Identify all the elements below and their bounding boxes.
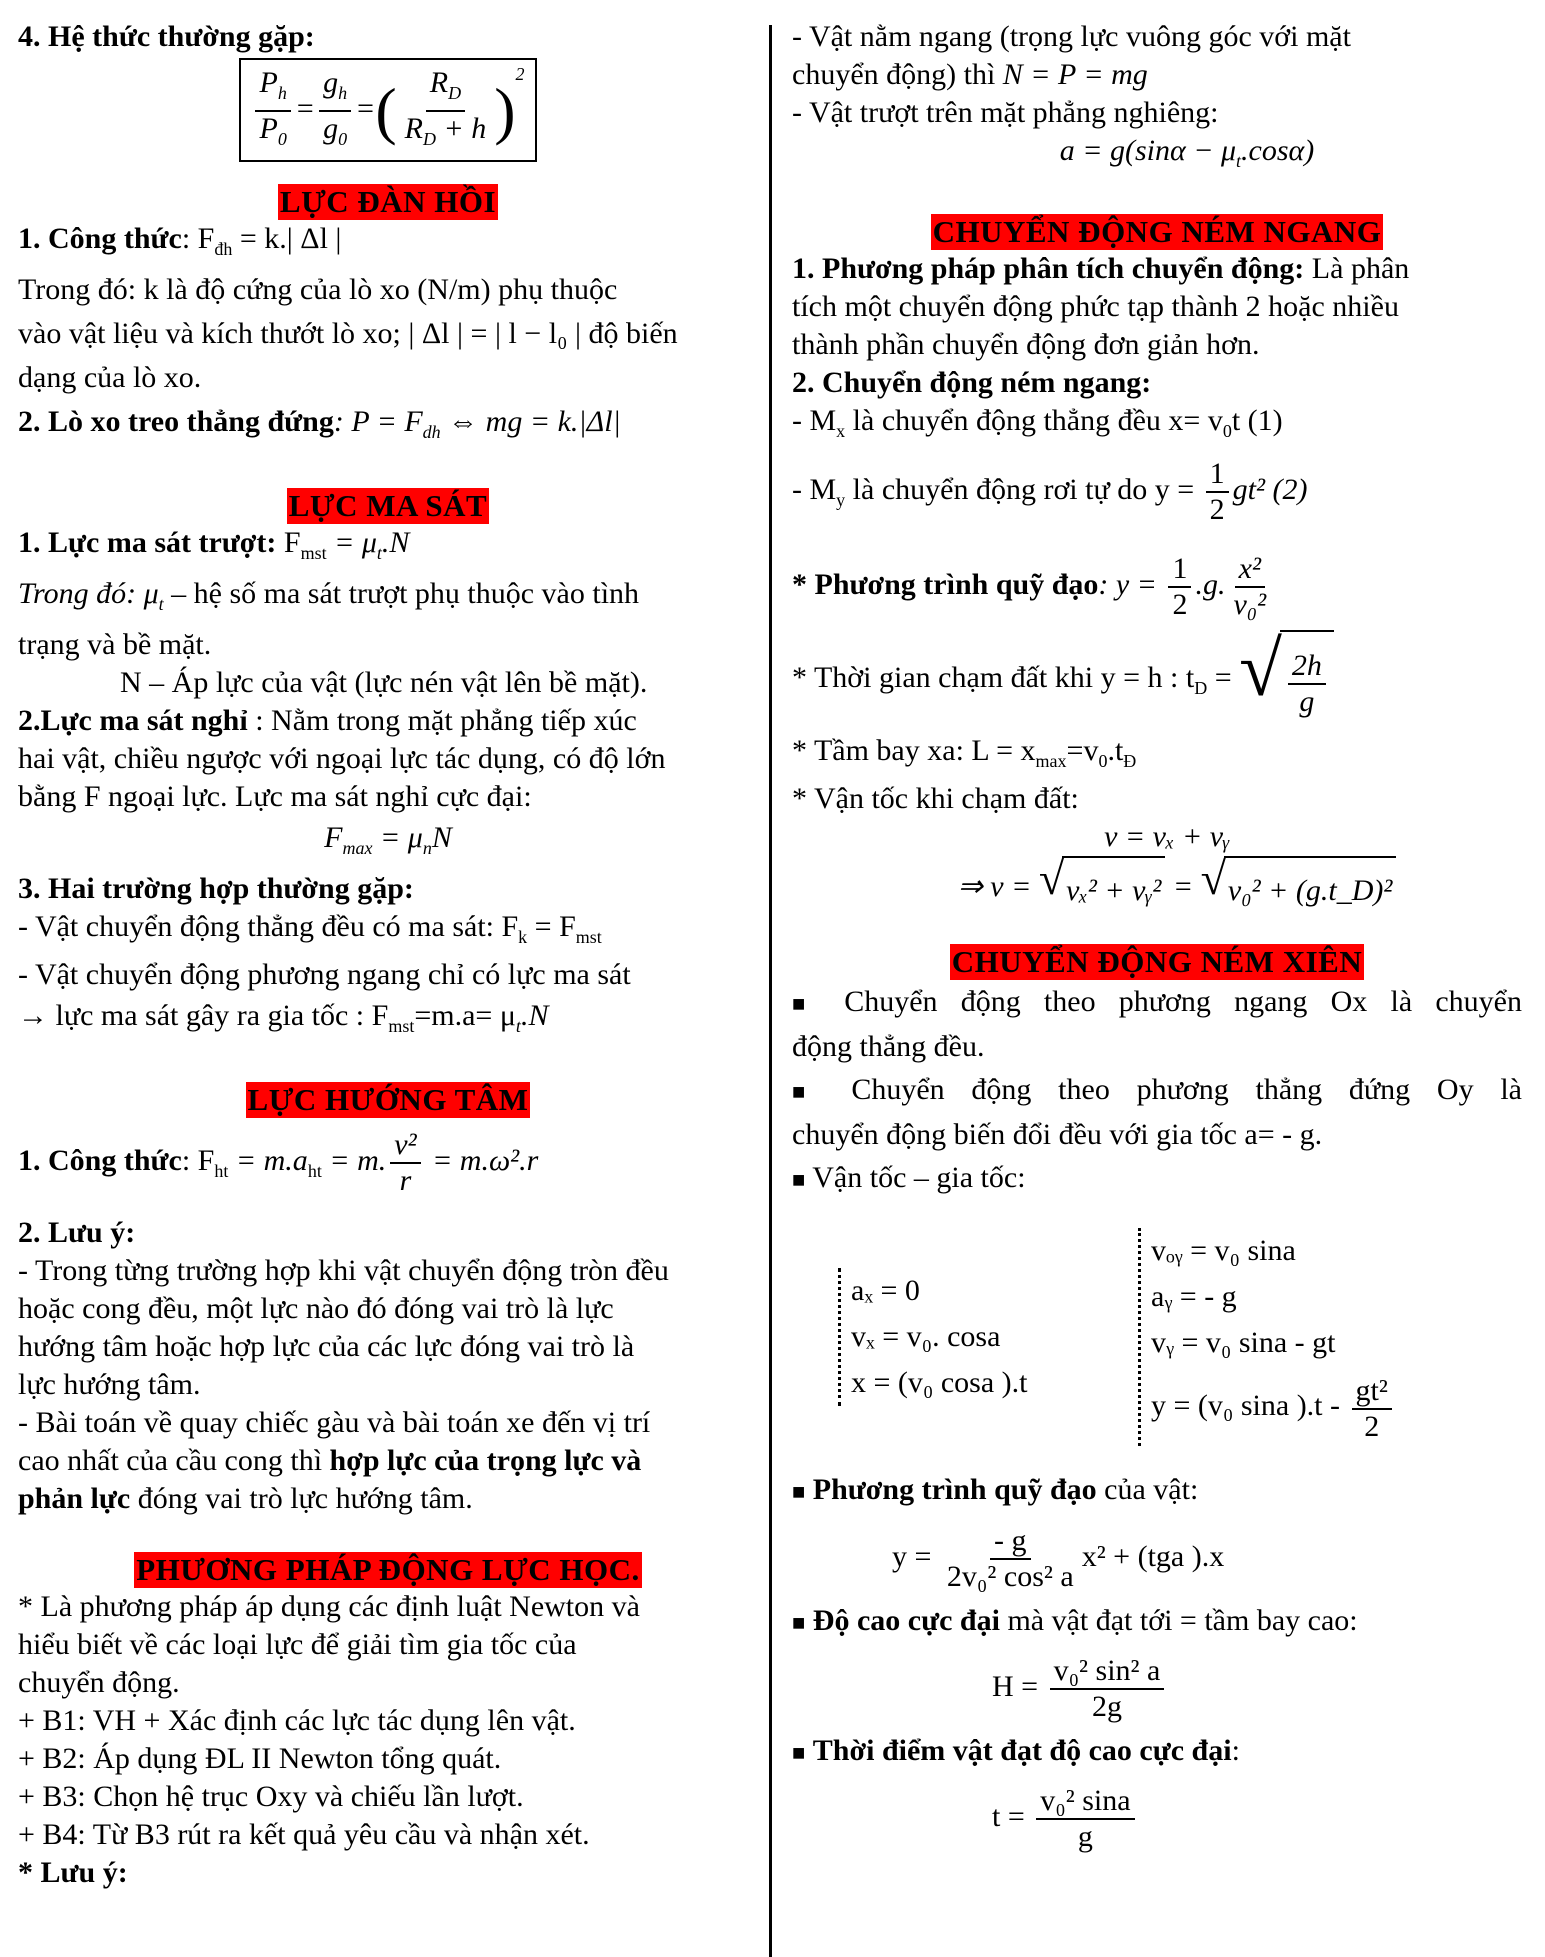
heading-horizontal-projectile: CHUYỂN ĐỘNG NÉM NGANG <box>932 214 1382 249</box>
bullet-icon: ■ <box>792 1609 806 1635</box>
step-b2: + B2: Áp dụng ĐL II Newton tổng quát. <box>18 1742 502 1776</box>
system-horizontal: aₓ = 0 vₓ = v₀. cosa x = (v₀ cosa ).t <box>838 1268 1118 1406</box>
step-b3: + B3: Chọn hệ trục Oxy và chiếu lần lượt. <box>18 1780 524 1814</box>
trajectory-equation: * Phương trình quỹ đạo: y = $\frac{1}{2}$ .g. $\frac{\text{x²}}{\text{v₀²}}$ <box>792 552 1267 622</box>
max-height-formula: H = $\frac{\text{v₀² sin² a}}{2g}$ <box>792 1645 1522 1729</box>
note-label: 2. Lưu ý: <box>18 1216 136 1250</box>
heading-dynamics-method: PHƯƠNG PHÁP ĐỘNG LỰC HỌC. <box>136 1552 640 1588</box>
column-divider <box>769 25 772 1957</box>
gravity-formula-box: $\frac{P_h}{P_0}$ = $\frac{g_h}{g_0}$ =( $\frac{R_D}{R_D + h}$ )$^2$ <box>239 58 536 162</box>
velocity-vector: v = vₓ + vᵧ <box>1104 820 1230 853</box>
max-static-friction-formula: $F_{max} = \mu_nN$ <box>324 821 452 859</box>
oblique-trajectory-formula: y = $\frac{- g}{\text{2v₀² cos² a}}$ x² + (tga ).x <box>892 1523 1225 1593</box>
system-vertical: vₒᵧ = v₀ sina aᵧ = - g vᵧ = v₀ sina - gt y = (v₀ sina ).t - $\frac{\text{gt²}}{2}$ <box>1138 1228 1396 1446</box>
elastic-formula-label: 1. Công thức <box>18 222 182 256</box>
incline-formula: $a = g(\sin\alpha - \mu_t.\cos\alpha)$ <box>1059 134 1315 171</box>
two-cases-label: 3. Hai trường hợp thường gặp: <box>18 872 414 906</box>
note-label-2: * Lưu ý: <box>18 1856 128 1890</box>
bullet-icon: ■ <box>792 1479 806 1505</box>
section-title: 4. Hệ thức thường gặp: <box>18 20 315 53</box>
bullet-icon: ■ <box>792 1079 825 1105</box>
centripetal-formula: 1. Công thức: $F_{ht} = m.a_{ht} = m$. $\frac{\text{v²}}{r}$ = m.ω².r <box>18 1128 539 1198</box>
elastic-where-1: Trong đó: k là độ cứng của lò xo (N/m) phụ thuộc <box>18 273 618 307</box>
heading-oblique-projectile: CHUYỂN ĐỘNG NÉM XIÊN <box>951 944 1363 980</box>
left-column: 4. Hệ thức thường gặp: $\frac{P_h}{P_0}$ = $\frac{g_h}{g_0}$ =( $\frac{R_D}{R_D + h}$ )$^2$ LỰC ĐÀN HỒI 1. Công thức: $F_{đh} = k.|$ Δl | Trong đó: k là độ cứng của lò xo (N/m) phụ thuộc vào vật liệu và kích thướt lò xo; | Δl | = | l − l₀ | độ biến dạng của lò xo. 2. Lò xo treo thẳng đứng: $P = F_{dh}$ ⇔ mg = k.|Δl| LỰC MA SÁT 1. Lực ma sát trượt: $F_{mst} = \mu_t.N$ Trong đó: $\mu_t$ – hệ số ma sát trượt phụ thuộc vào tình trạng và bề mặt. N – Áp lực của vật (lực nén vật lên bề mặt). 2.Lực ma sát nghỉ : Nằm trong mặt phẳng tiếp xúc hai vật, chiều ngược với ngoại lực tác dụng, có độ lớn bằng F ngoại lực. Lực ma sát nghỉ cực đại: $F_{max} = \mu_nN$ 3. Hai trường hợp thường gặp: - Vật chuyển động thẳng đều có ma sát: $F_k = F_{mst}$ - Vật chuyển động phương ngang chỉ có lực ma sát → lực ma sát gây ra gia tốc : $F_{mst}=m.a= \mu_t.N$ LỰC HƯỚNG TÂM 1. Công thức: $F_{ht} = m.a_{ht} = m$. $\frac{\text{v²}}{r}$ = m.ω².r 2. Lưu ý: - Trong từng trường hợp khi vật chuyển động tròn đều hoặc cong đều, một lực nào đó đóng vai trò là lực hướng tâm hoặc hợp lực của các lực đóng vai trò là lực hướng tâm. - Bài toán về quay chiếc gàu và bài toán xe đến vị trí cao nhất của cầu cong thì hợp lực của trọng lực và phản lực đóng vai trò lực hướng tâm. PHƯƠNG PHÁP ĐỘNG LỰC HỌC. * Là phương pháp áp dụng các định luật Newton và hiểu biết về các loại lực để giải tìm gia tốc của chuyển động. + B1: VH + Xác định các lực tác dụng lên vật. + B2: Áp dụng ĐL II Newton tổng quát. + B3: Chọn hệ trục Oxy và chiếu lần lượt. + B4: Từ B3 rút ra kết quả yêu cầu và nhận xét. * Lưu ý: <box>18 18 758 1892</box>
step-b4: + B4: Từ B3 rút ra kết quả yêu cầu và nhận xét. <box>18 1818 590 1852</box>
vertical-spring-label: 2. Lò xo treo thẳng đứng <box>18 405 334 439</box>
heading-friction: LỰC MA SÁT <box>288 488 488 524</box>
heading-elastic-force: LỰC ĐÀN HỒI <box>279 184 497 220</box>
heading-centripetal: LỰC HƯỚNG TÂM <box>247 1082 529 1118</box>
gravity-formula <box>18 58 758 162</box>
bullet-icon: ■ <box>792 1739 806 1765</box>
static-friction-label: 2.Lực ma sát nghỉ <box>18 704 248 738</box>
right-column: - Vật nằm ngang (trọng lực vuông góc với mặt chuyển động) thì N = P = mg - Vật trượt trên mặt phẳng nghiêng: $a = g(\sin\alpha - \mu_t.\cos\alpha)$ CHUYỂN ĐỘNG NÉM NGANG 1. Phương pháp phân tích chuyển động: Là phân tích một chuyển động phức tạp thành 2 hoặc nhiều thành phần chuyển động đơn giản hơn. 2. Chuyển động ném ngang: - $M_x$ là chuyển động thẳng đều $x= v_0t$ (1) - $M_y$ là chuyển động rơi tự do y = $\frac{1}{2}$ gt² (2) * Phương trình quỹ đạo: y = $\frac{1}{2}$ .g. $\frac{\text{x²}}{\text{v₀²}}$ * Thời gian chạm đất khi y = h : $t_D$ = √ $\frac{2h}{g}$ * Tầm bay xa: $L = x_{max}=v_0.t_Đ$ * Vận tốc khi chạm đất: v = vₓ + vᵧ ⇒ v = √ vₓ² + vᵧ² = √ v₀² + (g.t_D)² CHUYỂN ĐỘNG NÉM XIÊN ■ Chuyển động theo phương ngang Ox là chuyển động thẳng đều. ■ Chuyển động theo phương thẳng đứng Oy là chuyển động biến đổi đều với gia tốc a= - g. ■ Vận tốc – gia tốc: aₓ = 0 vₓ = v₀. cosa x = (v₀ cosa ).t vₒᵧ = v₀ sina aᵧ = - g vᵧ = v₀ sina - gt y = (v₀ sina ).t - $\frac{\text{gt²}}{2}$ ■ Phương trình quỹ đạo của vật: y = $\frac{- g}{\text{2v₀² cos² a}}$ x² + (tga ).x ■ Độ cao cực đại mà vật đạt tới = tầm bay cao: H = $\frac{\text{v₀² sin² a}}{2g}$ ■ Thời điểm vật đạt độ cao cực đại: t = $\frac{\text{v₀² sina}}{g}$ <box>792 18 1522 1859</box>
step-b1: + B1: VH + Xác định các lực tác dụng lên vật. <box>18 1704 576 1738</box>
elastic-where-2: vào vật liệu và kích thướt lò xo; | Δl | = | l − l₀ | độ biến <box>18 317 678 351</box>
impact-speed-formula: ⇒ v = √ vₓ² + vᵧ² = √ v₀² + (g.t_D)² <box>792 856 1522 922</box>
elastic-where-3: dạng của lò xo. <box>18 361 202 395</box>
bullet-icon: ■ <box>792 991 821 1017</box>
bullet-icon: ■ <box>792 1167 806 1193</box>
sliding-friction-label: 1. Lực ma sát trượt: <box>18 526 277 560</box>
max-height-time-formula: t = $\frac{\text{v₀² sina}}{g}$ <box>792 1775 1522 1859</box>
landing-time: * Thời gian chạm đất khi y = h : $t_D$ = √ $\frac{2h}{g}$ <box>792 630 1522 736</box>
velocity-acceleration-systems <box>792 1212 1522 1462</box>
